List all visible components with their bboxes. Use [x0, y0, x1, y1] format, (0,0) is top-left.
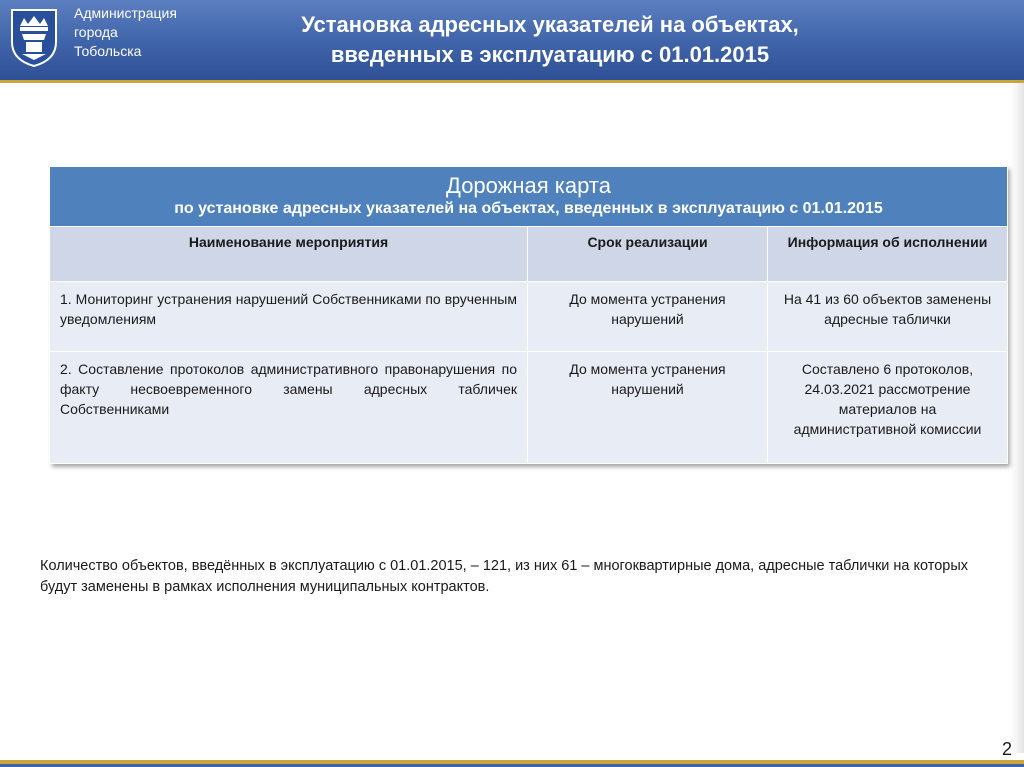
column-header-name: Наименование мероприятия [50, 227, 528, 282]
table-row [50, 352, 1008, 464]
row-2-info: Составлено 6 протоколов, 24.03.2021 рассмотрение материалов на административной комиссии [768, 352, 1008, 464]
row-2-name: 2. Составление протоколов административного правонарушения по факту несвоевременного замены адресных табличек Собственниками [50, 352, 528, 464]
title-line-2: введенных в эксплуатацию с 01.01.2015 [330, 42, 770, 67]
table-caption [50, 167, 1008, 227]
row-1-name: 1. Мониторинг устранения нарушений Собственниками по врученным уведомлениям [50, 282, 528, 352]
title-line-1: Установка адресных указателей на объектах, [301, 12, 799, 37]
org-line-3: Тобольска [74, 43, 142, 59]
row-1-term: До момента устранения нарушений [528, 282, 768, 352]
slide-header [0, 0, 1024, 83]
org-line-1: Администрация [74, 5, 177, 21]
column-header-info: Информация об исполнении [768, 227, 1008, 282]
table-caption-main: Дорожная карта [446, 173, 611, 198]
org-line-2: города [74, 24, 118, 40]
roadmap-table [49, 166, 1007, 464]
column-header-term: Срок реализации [528, 227, 768, 282]
right-side-decoration [1010, 83, 1024, 753]
objects-count-note: Количество объектов, введённых в эксплуатацию с 01.01.2015, – 121, из них 61 – многоквартирные дома, адресные таблички на которых будут заменены в рамках исполнения муниципальных контрактов. [40, 558, 969, 595]
page-number: 2 [1001, 739, 1012, 759]
table-row [50, 282, 1008, 352]
organization-name [74, 4, 177, 61]
table-caption-sub: по установке адресных указателей на объектах, введенных в эксплуатацию с 01.01.2015 [174, 200, 883, 217]
slide-title [220, 10, 880, 70]
row-2-term: До момента устранения нарушений [528, 352, 768, 464]
row-1-info: На 41 из 60 объектов заменены адресные таблички [768, 282, 1008, 352]
city-emblem-icon [8, 6, 60, 68]
